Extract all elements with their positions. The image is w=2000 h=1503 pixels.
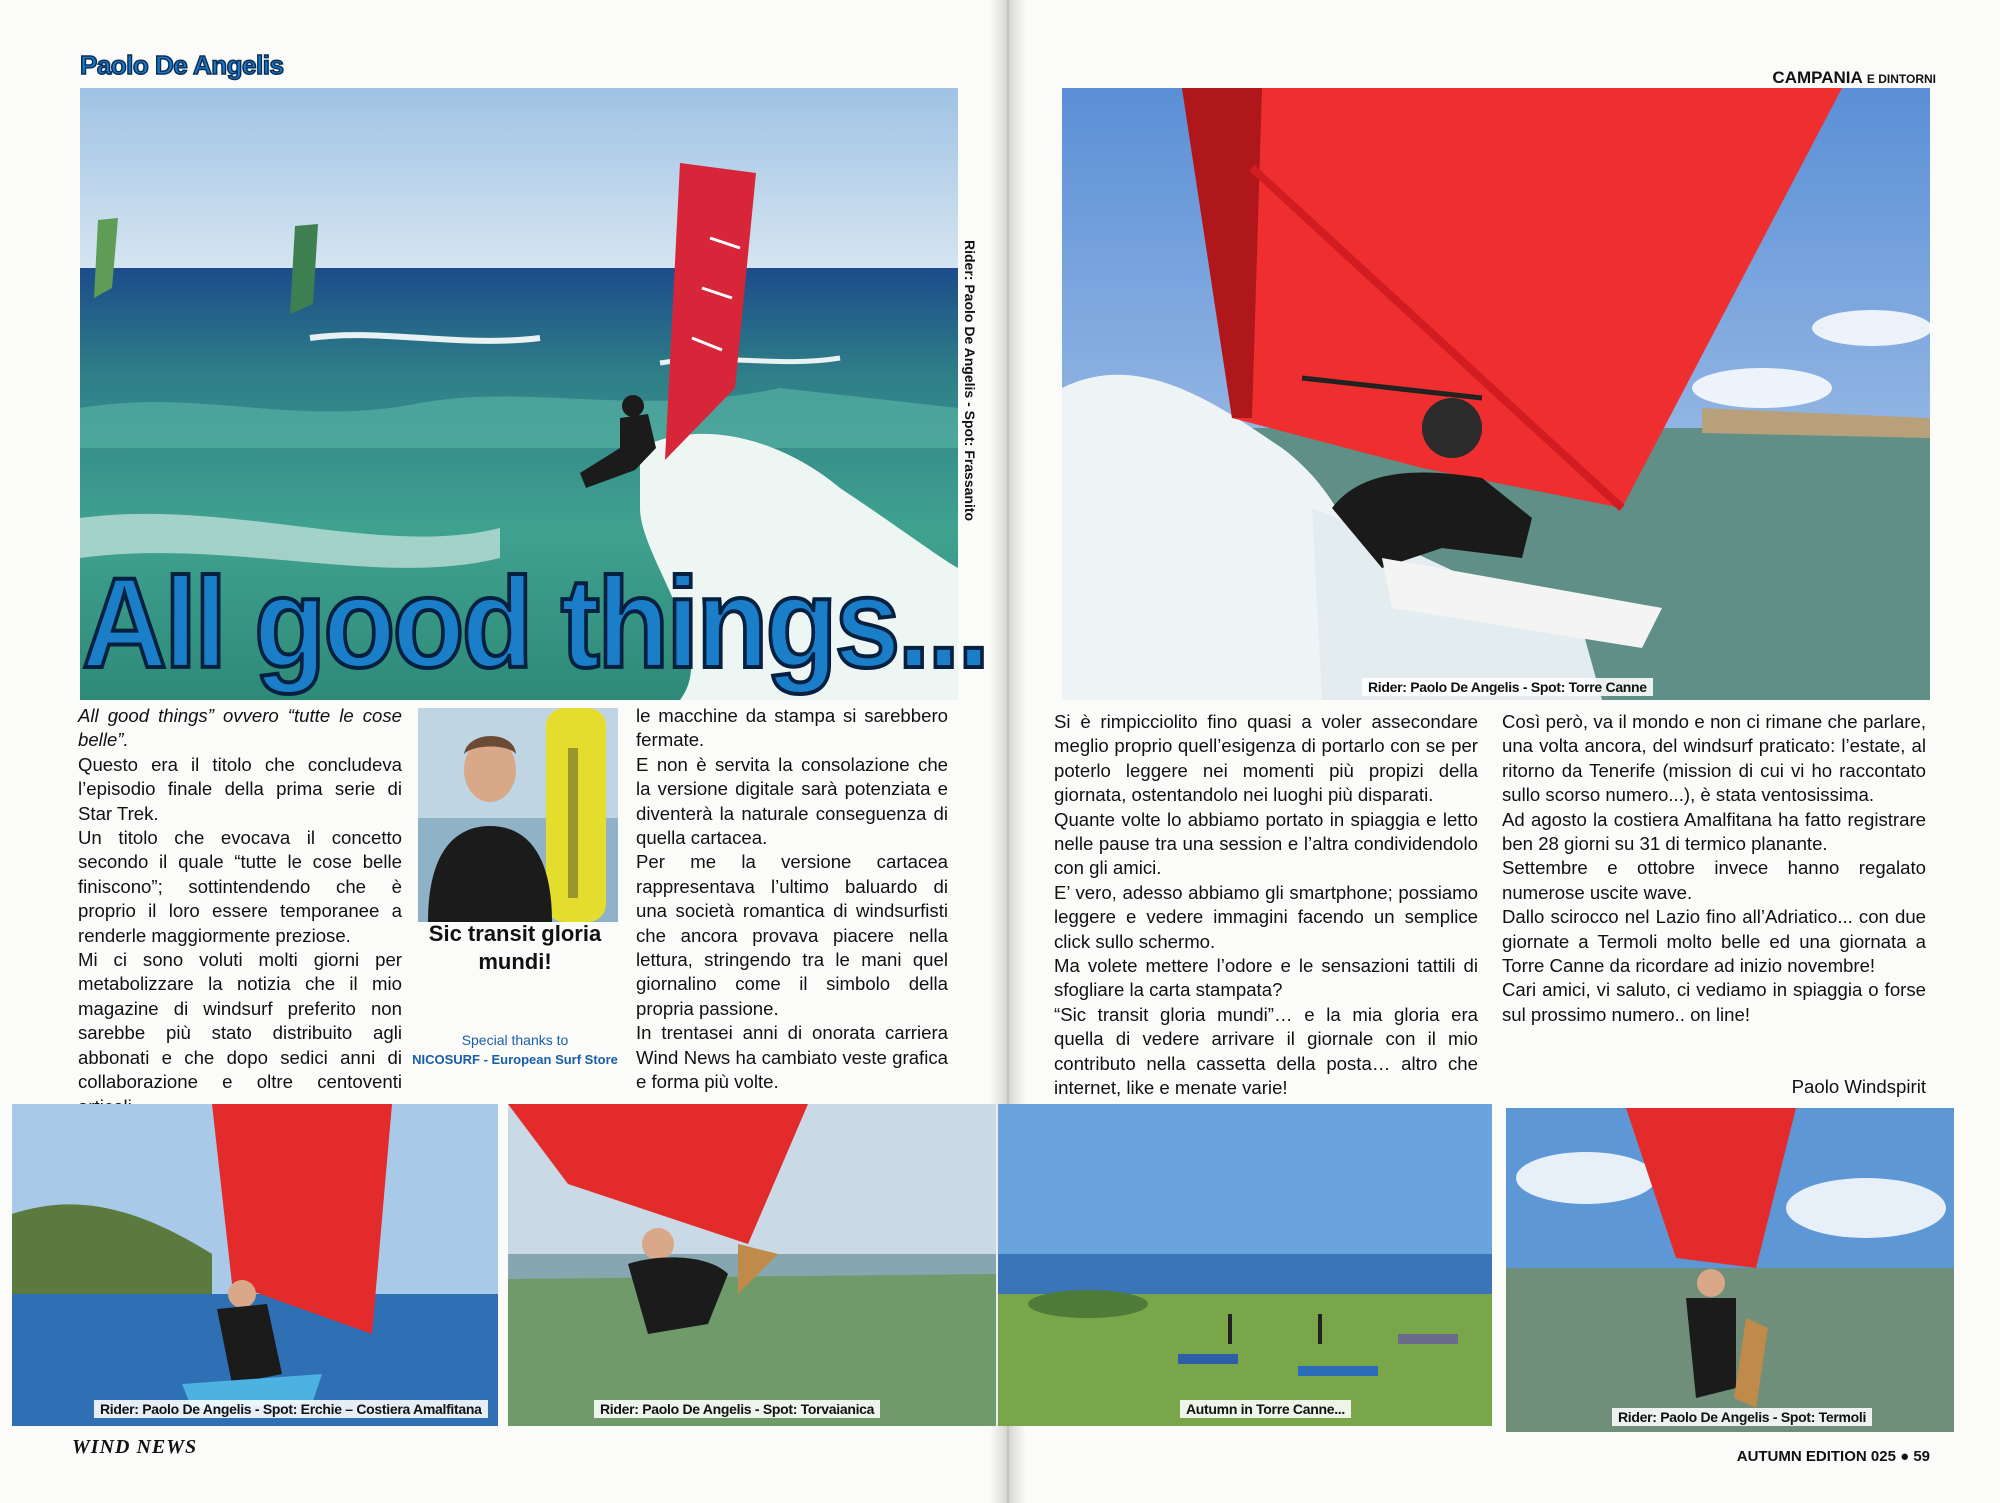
article-paragraph: Per me la versione cartacea rappresentava l’ultimo baluardo di una società romantica di windsurfisti che ancora provava piacere nella lettura, stringendo tra le mani quel giornalino come il simbolo della propria passione. [636,851,948,1019]
section-label [1772,68,1936,88]
magazine-logo: WIND NEWS [72,1436,198,1458]
bottom-caption-1: Rider: Paolo De Angelis - Spot: Erchie – Costiera Amalfitana [94,1400,488,1418]
bottom-photo-3 [998,1104,1492,1426]
bottom-photo-2 [508,1104,996,1426]
article-paragraph: E’ vero, adesso abbiamo gli smartphone; possiamo leggere e vedere immagini facendo un semplice click sullo schermo. [1054,881,1478,952]
bottom-photo-1-image [12,1104,498,1426]
sidebar-title: Sic transit gloria mundi! [428,921,602,974]
article-paragraph: E non è servita la consolazione che la versione digitale sarà potenziata e diventerà la naturale conseguenza di quella cartacea. [636,753,948,849]
portrait-photo [418,708,618,922]
article-paragraph: “Sic transit gloria mundi”… e la mia gloria era quella di vedere arrivare il giornale con il mio contributo nella cassetta della posta… altro che internet, like e menate varie! [1054,1003,1478,1099]
section-name: CAMPANIA [1772,68,1863,87]
thanks-line: Special thanks to [461,1032,569,1048]
article-paragraph: All good things” ovvero “tutte le cose belle”. [78,705,402,751]
bottom-caption-4: Rider: Paolo De Angelis - Spot: Termoli [1612,1408,1872,1426]
author-heading: Paolo De Angelis [80,50,284,80]
article-paragraph: Così però, va il mondo e non ci rimane che parlare, una volta ancora, del windsurf praticato: l’estate, al ritorno da Tenerife (mission di cui vi ho raccontato sullo scorso numero...), è stata ventosissima. [1502,711,1926,806]
page-folio: AUTUMN EDITION 025 ● 59 [1736,1448,1930,1465]
article-paragraph: In trentasei anni di onorata carriera Wind News ha cambiato veste grafica e forma più volte. [636,1022,948,1093]
article-column-4 [1502,710,1926,1027]
sponsor-credit [410,1030,620,1070]
article-column-1 [78,704,402,1119]
bottom-photo-4 [1506,1108,1954,1432]
right-main-photo-image [1062,88,1930,700]
article-paragraph: le macchine da stampa si sarebbero fermate. [636,705,948,751]
article-column-2 [636,704,948,1095]
article-paragraph: Ma volete mettere l’odore e le sensazioni tattili di sfogliare la carta stampata? [1054,955,1478,1001]
article-paragraph: Dallo scirocco nel Lazio fino all’Adriatico... con due giornate a Termoli molto belle ed una giornata a Torre Canne da ricordare ad inizio novembre! [1502,906,1926,977]
article-paragraph: Cari amici, vi saluto, ci vediamo in spiaggia o forse sul prossimo numero.. on line! [1502,979,1926,1025]
bottom-photo-1 [12,1104,498,1426]
article-paragraph: Si è rimpicciolito fino quasi a voler assecondare meglio proprio quell’esigenza di portarlo con se per poterlo leggere nei momenti più propizi della giornata, ostentandolo nei luoghi più disparati. [1054,711,1478,806]
right-main-photo [1062,88,1930,700]
author-signature: Paolo Windspirit [1791,1076,1926,1097]
main-photo-caption: Rider: Paolo De Angelis - Spot: Frassanito [962,240,978,522]
bottom-photo-3-image [998,1104,1492,1426]
section-suffix: E DINTORNI [1866,72,1936,86]
article-paragraph: Settembre e ottobre invece hanno regalato numerose uscite wave. [1502,857,1926,903]
article-paragraph: Questo era il titolo che concludeva l’episodio finale della prima serie di Star Trek. [78,753,402,824]
article-paragraph: Quante volte lo abbiamo portato in spiaggia e letto nelle pause tra una session e l’altra condividendolo con gli amici. [1054,808,1478,879]
sponsor-name: NICOSURF - European Surf Store [412,1052,618,1067]
right-main-caption: Rider: Paolo De Angelis - Spot: Torre Canne [1362,678,1653,696]
bottom-caption-2: Rider: Paolo De Angelis - Spot: Torvaianica [594,1400,880,1418]
article-headline: All good things... [82,552,988,695]
article-paragraph: Ad agosto la costiera Amalfitana ha fatto registrare ben 28 giorni su 31 di termico planante. [1502,808,1926,855]
bottom-photo-2-image [508,1104,996,1426]
bottom-photo-4-image [1506,1108,1954,1432]
bottom-caption-3: Autumn in Torre Canne... [1180,1400,1351,1418]
article-column-3 [1054,710,1478,1101]
portrait-image [418,708,618,922]
article-paragraph: Un titolo che evocava il concetto secondo il quale “tutte le cose belle finiscono”; sottintendendo che è proprio il loro essere temporanee a renderle maggiormente preziose. [78,827,402,946]
article-paragraph: Mi ci sono voluti molti giorni per metabolizzare la notizia che il mio magazine di windsurf preferito non sarebbe più stato distribuito agli abbonati e che dopo sedici anni di collaborazione e oltre centoventi [78,949,402,1093]
